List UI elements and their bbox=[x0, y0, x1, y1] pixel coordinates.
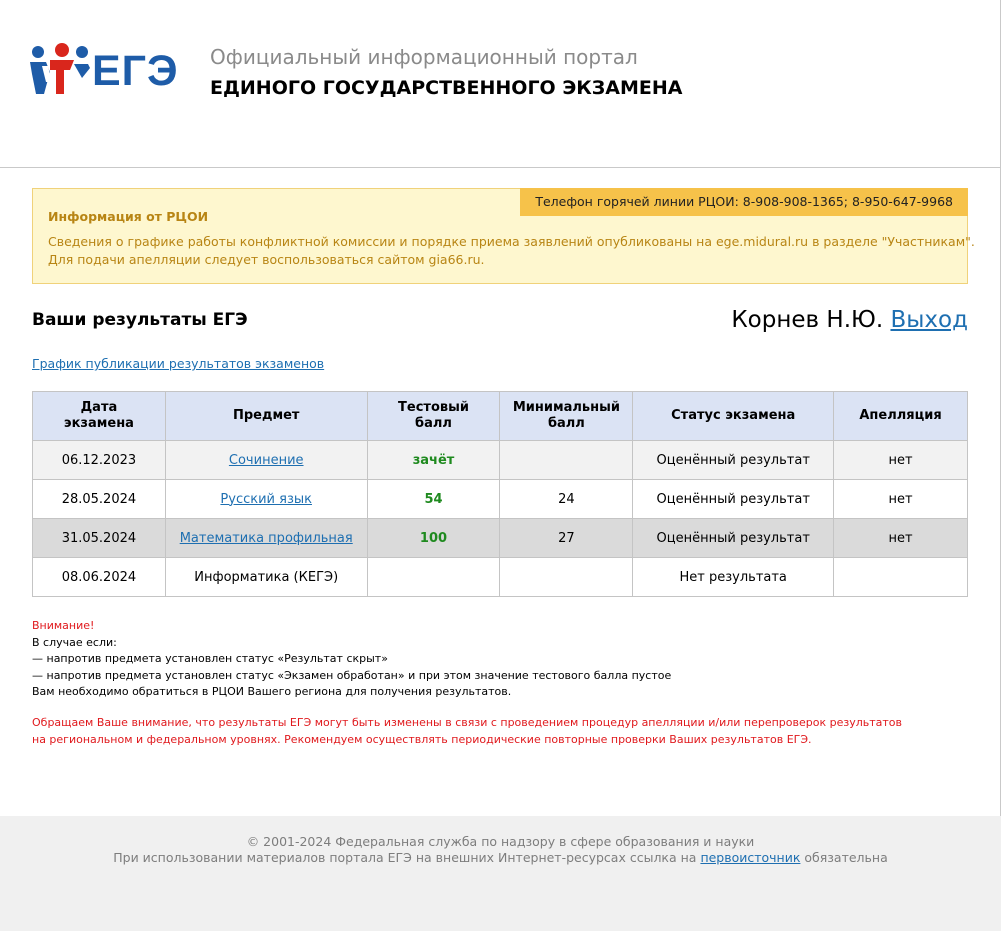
table-header-row bbox=[33, 392, 968, 441]
info-title: Информация от РЦОИ bbox=[48, 209, 209, 224]
exam-status: Оценённый результат bbox=[633, 519, 834, 558]
site-header bbox=[0, 0, 1001, 168]
exam-date: 31.05.2024 bbox=[33, 519, 166, 558]
exam-date: 28.05.2024 bbox=[33, 480, 166, 519]
attention-heading: Внимание! bbox=[32, 619, 95, 632]
min-score: 24 bbox=[500, 480, 633, 519]
subject-link[interactable]: Сочинение bbox=[228, 452, 304, 468]
info-text-line: Для подачи апелляции следует воспользоваться сайтом gia66.ru. bbox=[48, 252, 485, 267]
info-text-line: Сведения о графике работы конфликтной комиссии и порядке приема заявлений опубликованы на ege.midural.ru в разделе "Участникам". bbox=[48, 234, 975, 249]
test-score: 54 bbox=[367, 480, 500, 519]
site-footer bbox=[0, 816, 1001, 931]
note-line: Вам необходимо обратиться в РЦОИ Вашего региона для получения результатов. bbox=[32, 685, 512, 698]
column-header-date: Дата экзамена bbox=[33, 392, 166, 441]
column-header-test-score: Тестовый балл bbox=[367, 392, 500, 441]
appeal-value: нет bbox=[834, 480, 968, 519]
exam-date: 06.12.2023 bbox=[33, 441, 166, 480]
logout-link[interactable]: Выход bbox=[890, 307, 968, 333]
rcoi-info-box bbox=[32, 188, 975, 284]
ege-logo-figures-icon bbox=[30, 42, 94, 98]
attribution-text: При использовании материалов портала ЕГЭ на внешних Интернет-ресурсах ссылка на bbox=[113, 850, 697, 865]
column-header-status: Статус экзамена bbox=[633, 392, 834, 441]
portal-title: ЕДИНОГО ГОСУДАРСТВЕННОГО ЭКЗАМЕНА bbox=[210, 77, 683, 99]
column-header-subject: Предмет bbox=[165, 392, 367, 441]
test-score: 100 bbox=[367, 519, 500, 558]
exam-date: 08.06.2024 bbox=[33, 558, 166, 597]
results-table bbox=[32, 391, 968, 597]
test-score: зачёт bbox=[367, 441, 500, 480]
table-row bbox=[33, 519, 968, 558]
exam-status: Оценённый результат bbox=[633, 441, 834, 480]
user-block bbox=[731, 307, 968, 333]
note-line: В случае если: bbox=[32, 635, 117, 649]
subject-link[interactable]: Математика профильная bbox=[179, 530, 353, 546]
appeal-value: нет bbox=[834, 441, 968, 480]
min-score bbox=[500, 441, 633, 480]
subject-link[interactable]: Русский язык bbox=[220, 491, 312, 507]
ege-logo-text: ЕГЭ bbox=[92, 47, 179, 95]
appeal-value: нет bbox=[834, 519, 968, 558]
portal-subtitle: Официальный информационный портал bbox=[210, 45, 638, 69]
results-schedule-link[interactable]: График публикации результатов экзаменов bbox=[32, 356, 325, 371]
notice-line: на региональном и федеральном уровнях. Рекомендуем осуществлять периодические повторные проверки Ваших результатов ЕГЭ. bbox=[32, 732, 812, 746]
appeal-value bbox=[834, 558, 968, 597]
subject-name: Информатика (КЕГЭ) bbox=[165, 558, 367, 597]
column-header-appeal: Апелляция bbox=[834, 392, 968, 441]
column-header-min-score: Минимальный балл bbox=[500, 392, 633, 441]
exam-status: Нет результата bbox=[633, 558, 834, 597]
original-source-link[interactable]: первоисточник bbox=[700, 850, 801, 865]
attribution-text: обязательна bbox=[804, 850, 888, 865]
test-score bbox=[367, 558, 500, 597]
results-title: Ваши результаты ЕГЭ bbox=[32, 310, 248, 330]
min-score: 27 bbox=[500, 519, 633, 558]
notice-line: Обращаем Ваше внимание, что результаты ЕГЭ могут быть изменены в связи с проведением процедур апелляции и/или перепроверок результатов bbox=[32, 716, 903, 729]
ege-logo[interactable] bbox=[30, 42, 179, 98]
copyright-text: © 2001-2024 Федеральная служба по надзору в сфере образования и науки bbox=[246, 834, 755, 849]
note-line: — напротив предмета установлен статус «Результат скрыт» bbox=[32, 652, 388, 665]
results-change-notice bbox=[32, 715, 902, 748]
note-line: — напротив предмета установлен статус «Экзамен обработан» и при этом значение тестового балла пустое bbox=[32, 668, 672, 682]
footer-attribution bbox=[0, 850, 1001, 865]
user-name: Корнев Н.Ю. bbox=[731, 307, 884, 333]
min-score bbox=[500, 558, 633, 597]
attention-notes bbox=[32, 618, 671, 701]
hotline-banner: Телефон горячей линии РЦОИ: 8-908-908-1365; 8-950-647-9968 bbox=[520, 188, 968, 216]
exam-status: Оценённый результат bbox=[633, 480, 834, 519]
table-row bbox=[33, 480, 968, 519]
table-row bbox=[33, 558, 968, 597]
table-row bbox=[33, 441, 968, 480]
